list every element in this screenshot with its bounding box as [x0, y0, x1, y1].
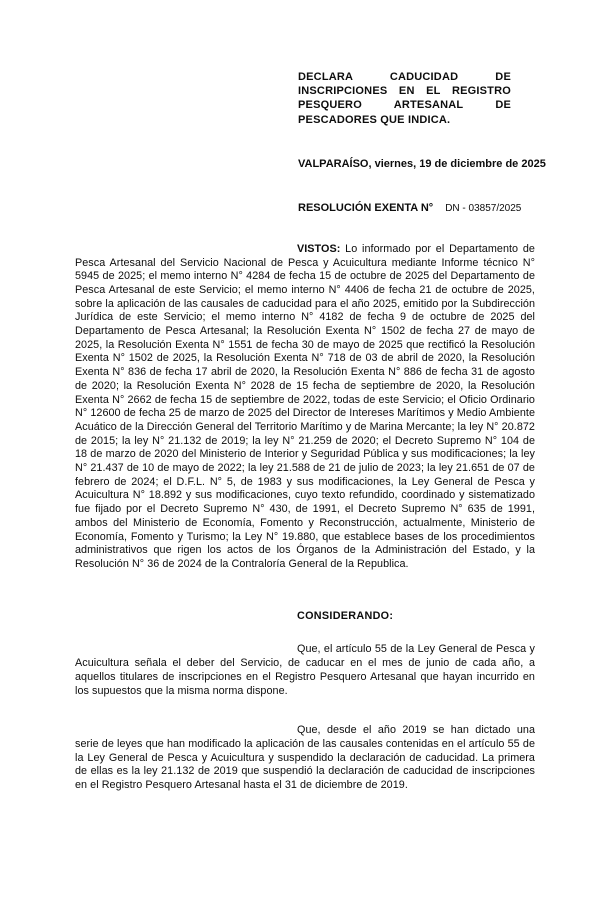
document-body [75, 243, 535, 793]
date-text: viernes, 19 de diciembre de 2025 [371, 157, 546, 170]
resolution-line [298, 201, 522, 216]
considerando-heading: CONSIDERANDO: [297, 609, 394, 622]
document-title: DECLARA CADUCIDAD DE INSCRIPCIONES EN EL REGISTRO PESQUERO ARTESANAL DE PESCADORES QUE INDICA. [298, 71, 511, 126]
resolution-label: RESOLUCIÓN EXENTA N° [298, 201, 434, 214]
place-label: VALPARAÍSO, [298, 157, 372, 170]
considerando-paragraph-1: Que, el artículo 55 de la Ley General de Pesca y Acuicultura señala el deber del Servicio, de caducar en el mes de junio de cada año, a aquellos titulares de inscripciones en el Registro Pesquero Artesanal que hayan incurrido en los supuestos que la misma norma dispone. [75, 643, 535, 697]
document-header [298, 70, 546, 216]
resolution-number: DN - 03857/2025 [445, 202, 522, 214]
vistos-text: Lo informado por el Departamento de Pesca Artesanal del Servicio Nacional de Pesca y Acuicultura mediante Informe técnico N° 5945 de 2025; el memo interno N° 4284 de fecha 15 de octubre de 2025 del Departamento de Pesca Artesanal de este Servicio; el memo interno N° 4406 de fecha 21 de octubre de 2025, sobre la aplicación de las causales de caducidad para el año 2025, emitido por la Subdirección Jurídica de este Servicio; el memo interno N° 4182 de fecha 9 de octubre de 2025 del Departamento de Pesca Artesanal; la Resolución Exenta N° 1502 de fecha 27 de mayo de 2025, la Resolución Exenta N° 1551 de fecha 30 de mayo de 2025 que rectificó la Resolución Exenta N° 1502 de 2025, la Resolución Exenta N° 718 de 03 de abril de 2020, la Resolución Exenta N° 836 de fecha 17 abril de 2020, la Resolución Exenta N° 886 de fecha 31 de agosto de 2020; la Resolución Exenta N° 2028 de 15 fecha de septiembre de 2020, la Resolución Exenta N° 2662 de fecha 15 de septiembre de 2022, todas de este Servicio; el Oficio Ordinario N° 12600 de fecha 25 de marzo de 2025 del Director de Intereses Marítimos y Medio Ambiente Acuático de la Dirección General del Territorio Marítimo y de Marina Mercante; la ley N° 20.872 de 2015; la ley N° 21.132 de 2019; la ley N° 21.259 de 2020; el Decreto Supremo N° 104 de 18 de marzo de 2020 del Ministerio de Interior y Seguridad Pública y sus modificaciones; la ley N° 21.437 de 10 de mayo de 2022; la ley 21.588 de 21 de julio de 2023; la ley 21.651 de 07 de febrero de 2024; el D.F.L. N° 5, de 1983 y sus modificaciones, la Ley General de Pesca y Acuicultura N° 18.892 y sus modificaciones, cuyo texto refundido, coordinado y sistematizado fue fijado por el Decreto Supremo N° 430, de 1991, el Decreto Supremo N° 635 de 1991, ambos del Ministerio de Economía, Fomento y Reconstrucción, actualmente, Ministerio de Economía, Fomento y Turismo; la Ley N° 19.880, que establece bases de los procedimientos administrativos que rigen los actos de los Órganos de la Administración del Estado, y la Resolución N° 36 de 2024 de la Contraloría General de la Republica. [75, 242, 535, 570]
vistos-paragraph [75, 243, 535, 572]
place-date-line [298, 157, 546, 171]
vistos-label: VISTOS: [297, 242, 341, 255]
considerando-paragraph-2: Que, desde el año 2019 se han dictado una serie de leyes que han modificado la aplicación de las causales contenidas en el artículo 55 de la Ley General de Pesca y Acuicultura y suspendido la declaración de caducidad. La primera de ellas es la ley 21.132 de 2019 que suspendió la declaración de caducidad de inscripciones en el Registro Pesquero Artesanal hasta el 31 de diciembre de 2019. [75, 724, 535, 792]
